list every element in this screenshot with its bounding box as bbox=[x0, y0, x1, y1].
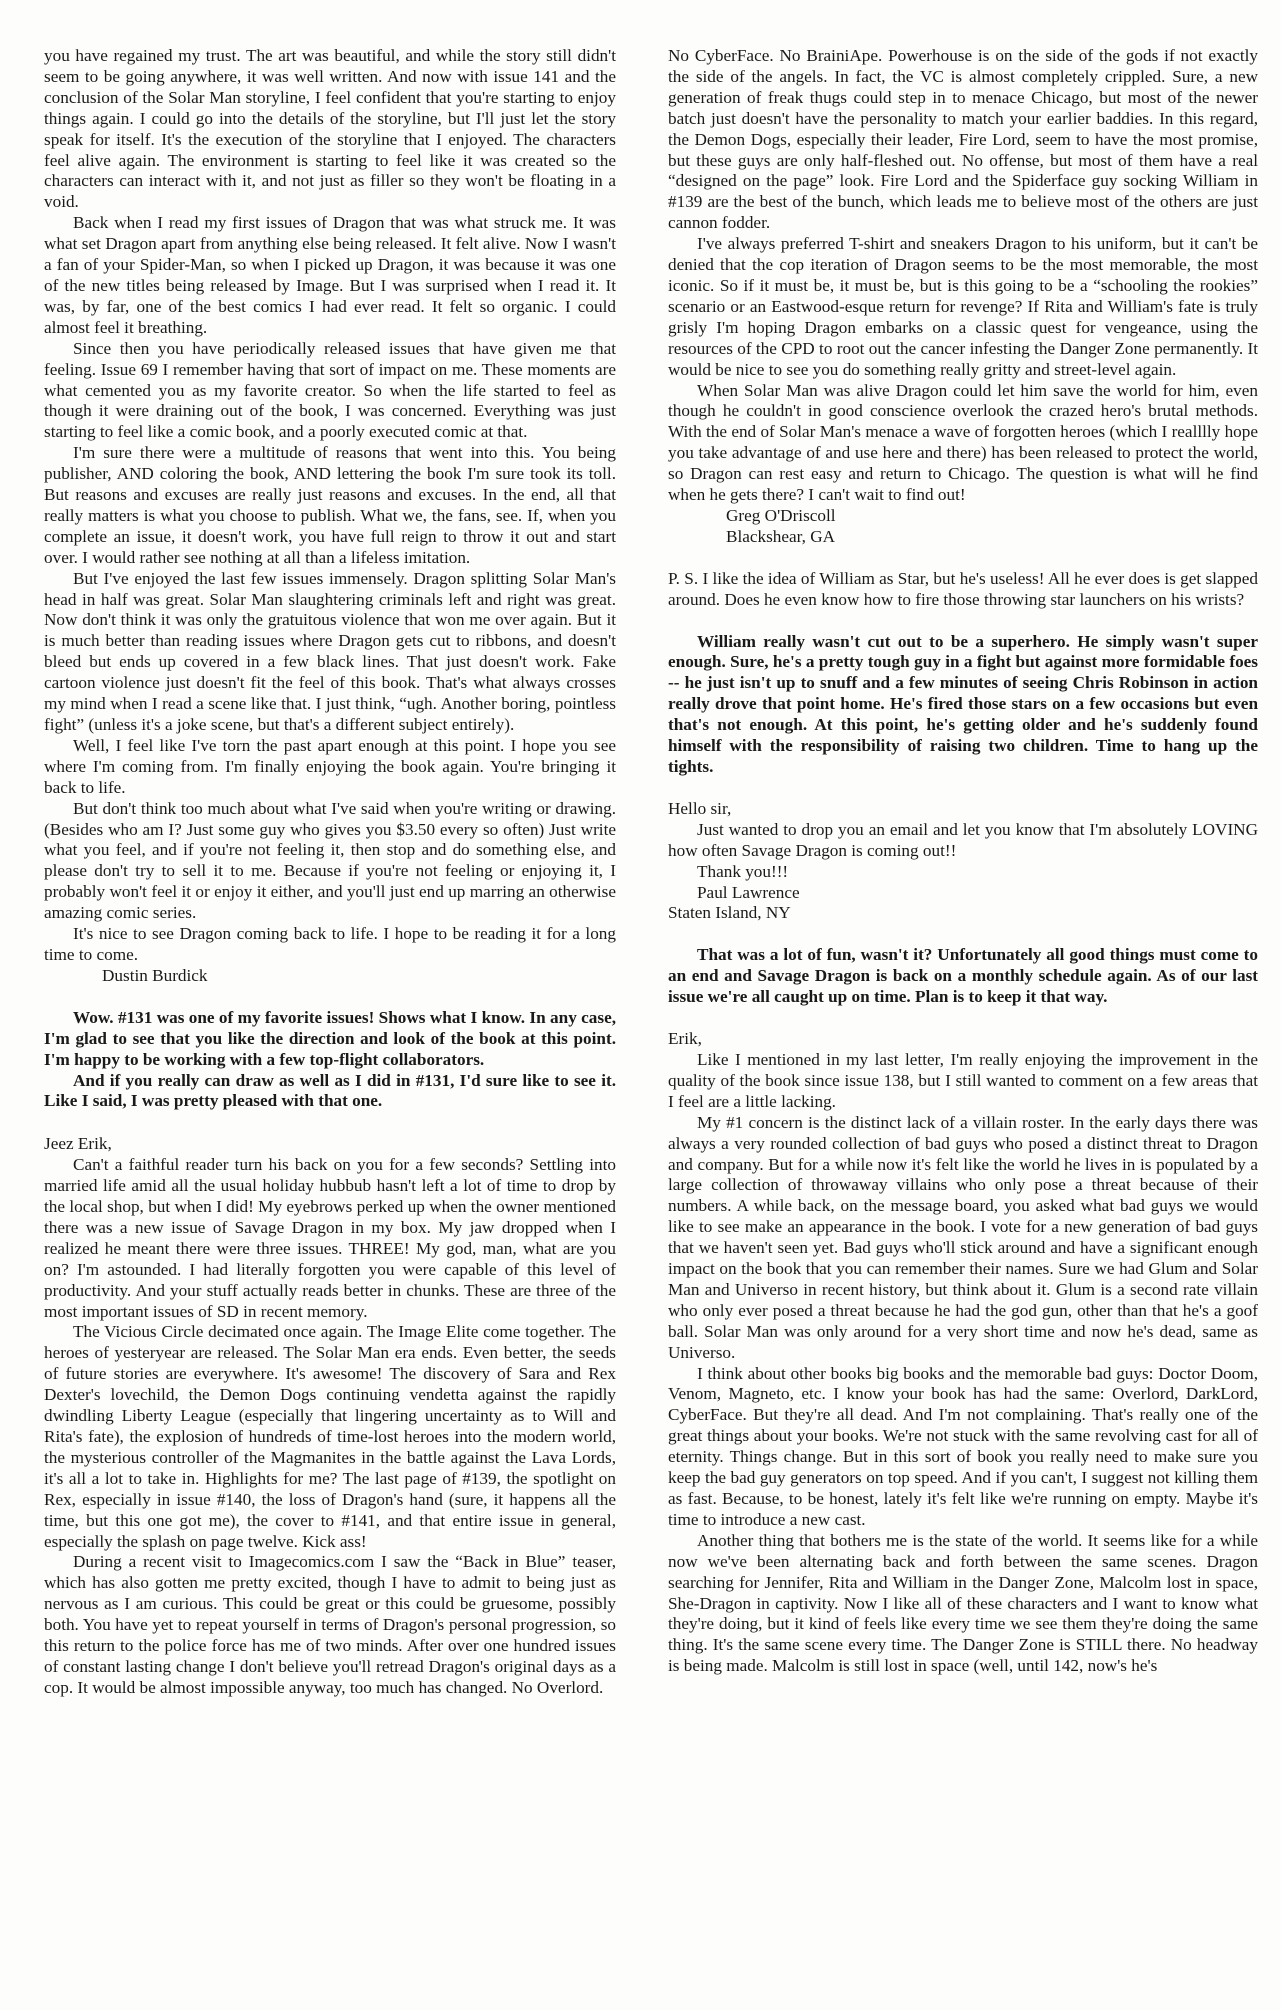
signature-place: Staten Island, NY bbox=[668, 903, 791, 923]
letter-paragraph: I think about other books big books and the memorable bad guys: Doctor Doom, Venom, Magneto, etc. I know your book has had the same: Overlord, DarkLord, CyberFace. But they're all dead. And I'm not complaining. That's really one of the great things about your books. We're not stuck with the same revolving cast for all of eternity. Things change. But in this sort of book you really need to make sure you keep the bad guy generators on top speed. And if you can't, I suggest not killing them as fast. Because, to be honest, lately it's felt like we're running on empty. Maybe it's time to introduce a new cast. bbox=[668, 1363, 1258, 1529]
spacer bbox=[44, 987, 616, 1008]
letter-paragraph: Well, I feel like I've torn the past apart enough at this point. I hope you see where I'm coming from. I'm finally enjoying the book again. You're bringing it back to life. bbox=[44, 735, 616, 797]
letter-paragraph: you have regained my trust. The art was beautiful, and while the story still didn't seem to be going anywhere, it was well written. And now with issue 141 and the conclusion of the Solar Man storyline, I feel confident that you're starting to enjoy things again. I could go into the details of the storyline, but I'll just let the story speak for itself. It's the execution of the storyline that I enjoyed. The characters feel alive again. The environment is starting to feel like it was created so the characters can interact with it, and not just as filler so they won't be floating in a void. bbox=[44, 46, 616, 212]
editor-response bbox=[668, 632, 1258, 778]
signature-name: Dustin Burdick bbox=[102, 965, 208, 985]
letter-paragraph: But don't think too much about what I've said when you're writing or drawing. (Besides who am I? Just some guy who gives you $3.50 every so often) Just write what you feel, and if you're not feeling it, then stop and do something else, and please don't try to sell it to me. Because if you're not feeling or enjoying it, I probably won't feel it or enjoy it either, and you'll just end up marring an otherwise amazing comic series. bbox=[44, 798, 616, 923]
letter-paragraph: Like I mentioned in my last letter, I'm really enjoying the improvement in the quality of the book since issue 138, but I still wanted to comment on a few areas that I feel are a little lacking. bbox=[668, 1049, 1258, 1111]
letter-greg-odriscoll-continued bbox=[668, 46, 1258, 611]
letter-paragraph: The Vicious Circle decimated once again. The Image Elite come together. The heroes of yesteryear are released. The Solar Man era ends. Even better, the seeds of future stories are everywhere. It's awesome! The discovery of Sara and Rex Dexter's lovechild, the Demon Dogs continuing vendetta against the rapidly dwindling Liberty League (especially that lingering uncertainty as to Will and Rita's fate), the explosion of hundreds of time-lost heroes into the modern world, the mysterious controller of the Magmanites in the battle against the Lava Lords, it's all a lot to take in. Highlights for me? The last page of #139, the spotlight on Rex, especially in issue #140, the loss of Dragon's hand (sure, it happens all the time, but this one got me), the cover to #141, and that entire issue in general, especially the splash on page twelve. Kick ass! bbox=[44, 1322, 616, 1551]
response-paragraph: That was a lot of fun, wasn't it? Unfortunately all good things must come to an end and Savage Dragon is back on a monthly schedule again. As of our last issue we're all caught up on time. Plan is to keep it that way. bbox=[668, 945, 1258, 1007]
response-paragraph: William really wasn't cut out to be a superhero. He simply wasn't super enough. Sure, he's a pretty tough guy in a fight but against more formidable foes -- he just isn't up to snuff and a few minutes of seeing Chris Robinson in action really drove that point home. He's fired those stars on a few occasions but even that's not enough. At this point, he's getting older and he's suddenly found himself with the responsibility of raising two children. Time to hang up the tights. bbox=[668, 631, 1258, 776]
letter-erik-villains bbox=[668, 1029, 1258, 1677]
editor-response bbox=[668, 945, 1258, 1008]
spacer bbox=[668, 1008, 1258, 1029]
letter-paragraph: I'm sure there were a multitude of reasons that went into this. You being publisher, AND coloring the book, AND lettering the book I'm sure took its toll. But reasons and excuses are really just reasons and excuses. In the end, all that really matters is what you choose to publish. What we, the fans, see. If, when you complete an issue, it doesn't work, you have full reign to throw it out and start over. I would rather see nothing at all than a lifeless imitation. bbox=[44, 443, 616, 567]
signature-place: Blackshear, GA bbox=[726, 526, 836, 546]
letter-thanks: Thank you!!! bbox=[697, 861, 789, 881]
letter-salutation: Erik, bbox=[668, 1029, 702, 1049]
letter-paragraph: When Solar Man was alive Dragon could let him save the world for him, even though he couldn't in good conscience overlook the crazed hero's brutal methods. With the end of Solar Man's menace a wave of forgotten heroes (which I realllly hope you take advantage of and use here and there) has been released to protect the world, so Dragon can rest easy and return to Chicago. The question is what will he find when he gets there? I can't wait to find out! bbox=[668, 380, 1258, 505]
spacer bbox=[668, 778, 1258, 799]
spacer bbox=[668, 924, 1258, 945]
letter-paragraph: Can't a faithful reader turn his back on you for a few seconds? Settling into married life amid all the usual holiday hubbub hasn't left a lot of time to drop by the local shop, but when I did! My eyebrows perked up when the owner mentioned there was a new issue of Savage Dragon in my box. My jaw dropped when I realized he meant there were three issues. THREE! My god, man, what are you on? I'm astounded. I had literally forgotten you were capable of this level of productivity. And your stuff actually reads better in chunks. These are three of the most important issues of SD in recent memory. bbox=[44, 1155, 616, 1321]
letter-paragraph: My #1 concern is the distinct lack of a villain roster. In the early days there was always a very rounded collection of bad guys who posed a distinct threat to Dragon and company. But for a while now it's felt like the world he lives in is populated by a large collection of throwaway villains who only pose a threat because of their numbers. A while back, on the message board, you asked what bad guys we would like to see make an appearance in the book. I vote for a new generation of bad guys that we haven't seen yet. Bad guys who'll stick around and have a significant enough impact on the book that you can remember their names. Sure we had Glum and Solar Man and Universo in recent history, but think about it. Glum is a second rate villain who only ever posed a threat because he had the god gun, other than that he's a goof ball. Solar Man was only around for a very short time and now he's dead, same as Universo. bbox=[668, 1112, 1258, 1362]
letter-paragraph: I've always preferred T-shirt and sneakers Dragon to his uniform, but it can't be denied that the cop iteration of Dragon seems to be the most memorable, the most iconic. So if it must be, it must be, but is this going to be a “schooling the rookies” scenario or an Eastwood-esque return for revenge? If Rita and William's fate is truly grisly I'm hoping Dragon embarks on a classic quest for vengeance, using the resources of the CPD to root out the cancer infesting the Danger Zone permanently. It would be nice to see you do something really gritty and street-level again. bbox=[668, 234, 1258, 379]
response-paragraph: Wow. #131 was one of my favorite issues! Shows what I know. In any case, I'm glad to see that you like the direction and look of the book at this point. I'm happy to be working with a few top-flight collaborators. bbox=[44, 1007, 616, 1069]
letter-salutation: Hello sir, bbox=[668, 798, 732, 818]
letter-dustin-burdick bbox=[44, 46, 616, 987]
letter-signature bbox=[668, 883, 1258, 904]
right-column bbox=[668, 46, 1258, 1677]
letter-greg-odriscoll bbox=[44, 1134, 616, 1698]
letter-paragraph: During a recent visit to Imagecomics.com I saw the “Back in Blue” teaser, which has also gotten me pretty excited, though I have to admit to being just as nervous as I am curious. This could be great or this could be gruesome, possibly both. You have yet to repeat yourself in terms of Dragon's personal progression, so this return to the police force has me of two minds. After over one hundred issues of constant lasting change I don't believe you'll retread Dragon's original days as a cop. It would be almost impossible anyway, too much has changed. No Overlord. bbox=[44, 1552, 616, 1697]
signature-name: Greg O'Driscoll bbox=[726, 505, 836, 525]
spacer bbox=[668, 548, 1258, 569]
letter-signature bbox=[668, 506, 1258, 548]
letter-postscript: P. S. I like the idea of William as Star, but he's useless! All he ever does is get slapped around. Does he even know how to fire those throwing star launchers on his wrists? bbox=[668, 568, 1258, 609]
left-column bbox=[44, 46, 616, 1699]
letter-paragraph: But I've enjoyed the last few issues immensely. Dragon splitting Solar Man's head in half was great. Solar Man slaughtering criminals left and right was great. Now don't think it was only the gratuitous violence that won me over again. But it is much better than reading issues where Dragon gets cut to ribbons, and doesn't bleed but ends up covered in a few black lines. That just doesn't work. Fake cartoon violence just doesn't fit the feel of this book. That's what always crosses my mind when I read a scene like that. I just think, “ugh. Another boring, pointless fight” (unless it's a joke scene, but that's a different subject entirely). bbox=[44, 568, 616, 734]
letter-signature bbox=[44, 966, 616, 987]
letter-paul-lawrence bbox=[668, 799, 1258, 924]
spacer bbox=[44, 1112, 616, 1134]
letter-paragraph: Just wanted to drop you an email and let you know that I'm absolutely LOVING how often Savage Dragon is coming out!! bbox=[668, 819, 1258, 860]
letter-paragraph: Since then you have periodically released issues that have given me that feeling. Issue 69 I remember having that sort of impact on me. These moments are what cemented you as my favorite creator. So when the life started to feel as though it were draining out of the book, I was concerned. Everything was just starting to feel like a comic book, and a poorly executed comic at that. bbox=[44, 338, 616, 442]
letter-salutation: Jeez Erik, bbox=[44, 1134, 112, 1154]
letter-paragraph: It's nice to see Dragon coming back to life. I hope to be reading it for a long time to come. bbox=[44, 924, 616, 964]
letter-paragraph: No CyberFace. No BrainiApe. Powerhouse is on the side of the gods if not exactly the side of the angels. In fact, the VC is almost completely crippled. Sure, a new generation of freak thugs could step in to menace Chicago, but most of the newer batch just doesn't have the personality to match your earlier baddies. In this regard, the Demon Dogs, especially their leader, Fire Lord, seem to have the most promise, but these guys are only half-fleshed out. No offense, but most of them have a real “designed on the page” look. Fire Lord and the Spiderface guy socking William in #139 are the best of the bunch, which leads me to believe most of the others are just cannon fodder. bbox=[668, 46, 1258, 233]
signature-name: Paul Lawrence bbox=[697, 882, 800, 902]
spacer bbox=[668, 611, 1258, 632]
letter-paragraph: Back when I read my first issues of Dragon that was what struck me. It was what set Dragon apart from anything else being released. It felt alive. Now I wasn't a fan of your Spider-Man, so when I picked up Dragon, it was because it was one of the new titles being released by Image. But I was surprised when I read it. It was, by far, one of the best comics I had ever read. It felt so organic. I could almost feel it breathing. bbox=[44, 213, 616, 337]
letter-paragraph: Another thing that bothers me is the state of the world. It seems like for a while now we've been alternating back and forth between the same scenes. Dragon searching for Jennifer, Rita and William in the Danger Zone, Malcolm lost in space, She-Dragon in captivity. Now I like all of these characters and I want to know what they're doing, but it kind of feels like every time we see them they're doing the same thing. It's the same scene every time. The Danger Zone is STILL there. No headway is being made. Malcolm is still lost in space (well, until 142, now's he's bbox=[668, 1530, 1258, 1676]
response-paragraph: And if you really can draw as well as I did in #131, I'd sure like to see it. Like I said, I was pretty pleased with that one. bbox=[44, 1070, 616, 1111]
editor-response bbox=[44, 1008, 616, 1113]
